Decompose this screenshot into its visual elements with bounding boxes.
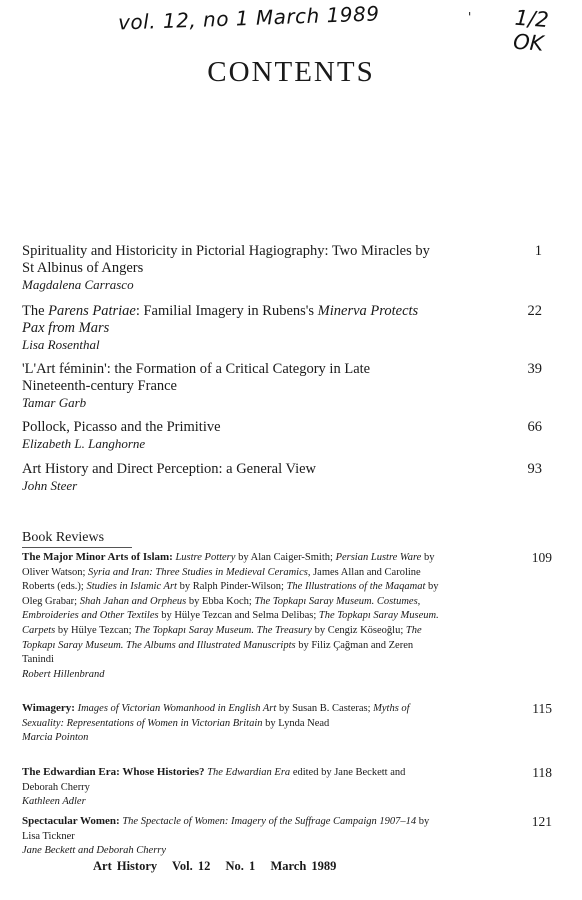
book-title: The Topkapı Saray Museum. Carpets [22, 610, 439, 636]
page-number: 118 [532, 765, 552, 780]
review-entry [22, 765, 562, 809]
article-entry [22, 419, 552, 452]
article-title: Pollock, Picasso and the Primitive [22, 419, 221, 435]
article-author: Elizabeth L. Langhorne [22, 436, 146, 451]
article-entry [22, 461, 552, 494]
section-heading-book-reviews: Book Reviews [22, 530, 132, 548]
page-number: 109 [531, 550, 552, 565]
article-author: Tamar Garb [22, 395, 87, 410]
book-title: The Topkapı Saray Museum. The Albums and Illustrated Manuscripts [22, 624, 422, 651]
book-credit: by Ralph Pinder-Wilson; [176, 581, 287, 593]
book-credit: by Ebba Koch; [186, 595, 255, 607]
book-credit: edited by Jane Beckett and Deborah Cherry [22, 767, 406, 793]
article-title: 'L'Art féminin': the Formation of a Critical Category in Late Nineteenth-century France [22, 361, 371, 394]
book-credit: by Lynda Nead [262, 717, 330, 729]
review-books [22, 703, 410, 729]
journal-number: No. 1 [225, 859, 256, 873]
page-number: 93 [527, 461, 542, 477]
book-credit: by Alan Caiger-Smith; [235, 552, 336, 563]
review-title: Spectacular Women: [22, 815, 120, 827]
book-title: Studies in Islamic Art [86, 581, 177, 593]
journal-name: Art History [93, 859, 158, 873]
book-title: Myths of Sexuality: Representations of Women in Victorian Britain [22, 703, 410, 729]
review-title: The Edwardian Era: Whose Histories? [22, 766, 205, 778]
book-title: Shah Jahan and Orpheus [79, 595, 187, 607]
book-credit: by Hülye Tezcan; [55, 624, 135, 636]
review-title: The Major Minor Arts of Islam: [22, 551, 173, 563]
book-credit: , James Allan and Caroline Roberts (eds.); [22, 566, 421, 593]
article-entry [22, 361, 552, 411]
book-credit: by Susan B. Casteras; [276, 703, 374, 714]
book-title: The Topkapı Saray Museum. The Treasury [134, 624, 312, 636]
page-number: 66 [527, 419, 542, 435]
journal-volume: Vol. 12 [172, 859, 211, 873]
book-title: Images of Victorian Womanhood in English Art [77, 703, 277, 714]
page-number: 115 [532, 701, 552, 716]
page-number: 39 [527, 361, 542, 377]
handwritten-note: vol. 12, no 1 March 1989 [117, 1, 380, 35]
page-number: 22 [527, 303, 542, 319]
article-title: Art History and Direct Perception: a General View [22, 461, 317, 477]
book-credit: by Hülye Tezcan and Selma Delibas; [158, 610, 319, 622]
article-author: Magdalena Carrasco [22, 277, 134, 292]
page-title: CONTENTS [207, 56, 375, 88]
review-title: Wimagery: [22, 702, 75, 714]
page-number: 1 [534, 243, 542, 259]
journal-date: March 1989 [270, 859, 337, 873]
review-text [22, 765, 442, 795]
journal-footer [93, 859, 346, 874]
article-author: Lisa Rosenthal [22, 337, 100, 352]
review-entry [22, 814, 562, 858]
review-text [22, 701, 442, 731]
review-books [22, 552, 439, 665]
book-credit: by Cengiz Köseoğlu; [311, 624, 406, 636]
article-title: The Parens Patriae: Familial Imagery in Rubens's Minerva Protects Pax from Mars [22, 303, 419, 336]
book-credit: by Lisa Tickner [22, 816, 430, 842]
book-title: The Topkapı Saray Museum. Costumes, Embroideries and Other Textiles [22, 595, 421, 622]
book-title: The Spectacle of Women: Imagery of the Suffrage Campaign 1907–14 [122, 816, 417, 827]
handwritten-tick: ' [468, 10, 472, 24]
review-entry [22, 701, 562, 745]
article-author: John Steer [22, 478, 78, 493]
article-entry [22, 243, 552, 293]
book-credit: by Filiz Çağman and Zeren Tanindi [22, 639, 414, 666]
review-entry [22, 550, 562, 682]
book-credit: by Oliver Watson; [22, 552, 435, 578]
reviewer: Robert Hillenbrand [22, 668, 105, 680]
book-title: Persian Lustre Ware [335, 552, 422, 563]
reviewer: Kathleen Adler [22, 796, 86, 808]
article-entry [22, 303, 552, 353]
book-title: Syria and Iran: Three Studies in Medieval Ceramics [88, 566, 308, 578]
page-number: 121 [531, 814, 552, 829]
review-text [22, 814, 442, 844]
book-title: Lustre Pottery [175, 552, 236, 563]
reviewer: Jane Beckett and Deborah Cherry [22, 845, 167, 857]
review-text [22, 550, 442, 668]
book-title: The Edwardian Era [207, 767, 291, 778]
book-credit: by Oleg Grabar; [22, 581, 439, 607]
handwritten-status: 1/2 OK [512, 5, 550, 56]
reviewer: Marcia Pointon [22, 732, 89, 744]
article-title: Spirituality and Historicity in Pictorial Hagiography: Two Miracles by St Albinus of Angers [22, 243, 430, 276]
book-title: The Illustrations of the Maqamat [286, 581, 426, 593]
